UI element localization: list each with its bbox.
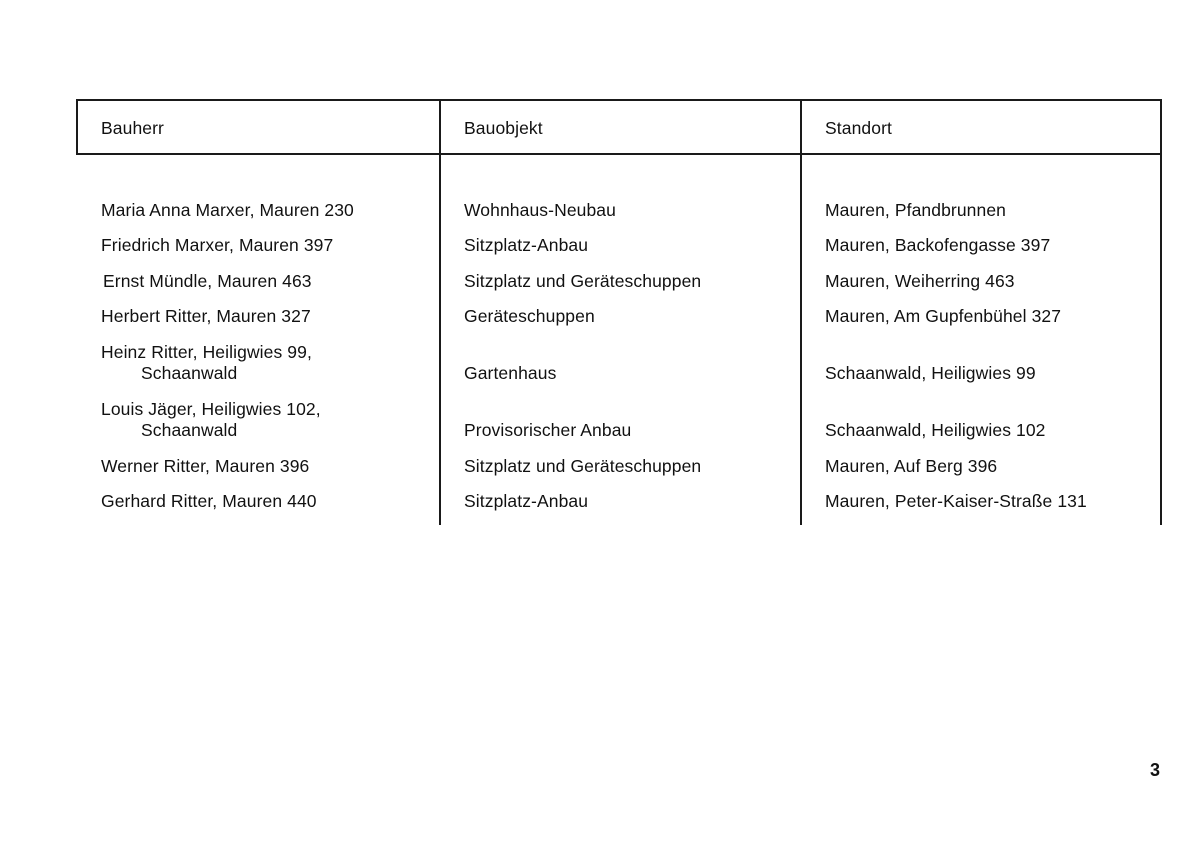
row-3-bauherr: Ernst Mündle, Mauren 463 — [103, 271, 312, 291]
column-divider-1 — [439, 99, 441, 525]
row-2-standort: Mauren, Backofengasse 397 — [825, 235, 1051, 255]
row-5-bauobjekt: Gartenhaus — [464, 363, 557, 383]
table-top-rule — [76, 99, 1162, 101]
header-bauherr: Bauherr — [101, 118, 164, 138]
row-6-bauherr-continuation: Schaanwald — [141, 420, 238, 440]
row-3-bauobjekt: Sitzplatz und Geräteschuppen — [464, 271, 702, 291]
row-2-bauobjekt: Sitzplatz-Anbau — [464, 235, 589, 255]
row-6-bauobjekt: Provisorischer Anbau — [464, 420, 632, 440]
row-4-bauobjekt: Geräteschuppen — [464, 306, 595, 326]
header-bauobjekt: Bauobjekt — [464, 118, 543, 138]
row-1-bauobjekt: Wohnhaus-Neubau — [464, 200, 616, 220]
page-number: 3 — [1150, 760, 1161, 780]
row-3-standort: Mauren, Weiherring 463 — [825, 271, 1015, 291]
row-5-bauherr: Heinz Ritter, Heiligwies 99, — [101, 342, 312, 362]
table-right-edge — [1160, 99, 1162, 525]
row-5-bauherr-continuation: Schaanwald — [141, 363, 238, 383]
row-2-bauherr: Friedrich Marxer, Mauren 397 — [101, 235, 334, 255]
column-divider-2 — [800, 99, 802, 525]
header-bottom-rule — [76, 153, 1162, 155]
row-4-bauherr: Herbert Ritter, Mauren 327 — [101, 306, 311, 326]
row-8-standort: Mauren, Peter-Kaiser-Straße 131 — [825, 491, 1087, 511]
row-5-standort: Schaanwald, Heiligwies 99 — [825, 363, 1036, 383]
row-1-bauherr: Maria Anna Marxer, Mauren 230 — [101, 200, 354, 220]
row-7-standort: Mauren, Auf Berg 396 — [825, 456, 998, 476]
row-4-standort: Mauren, Am Gupfenbühel 327 — [825, 306, 1062, 326]
row-7-bauherr: Werner Ritter, Mauren 396 — [101, 456, 310, 476]
row-8-bauobjekt: Sitzplatz-Anbau — [464, 491, 589, 511]
row-7-bauobjekt: Sitzplatz und Geräteschuppen — [464, 456, 702, 476]
header-standort: Standort — [825, 118, 892, 138]
row-8-bauherr: Gerhard Ritter, Mauren 440 — [101, 491, 317, 511]
row-1-standort: Mauren, Pfandbrunnen — [825, 200, 1007, 220]
table-left-edge — [76, 99, 78, 155]
row-6-bauherr: Louis Jäger, Heiligwies 102, — [101, 399, 321, 419]
row-6-standort: Schaanwald, Heiligwies 102 — [825, 420, 1046, 440]
